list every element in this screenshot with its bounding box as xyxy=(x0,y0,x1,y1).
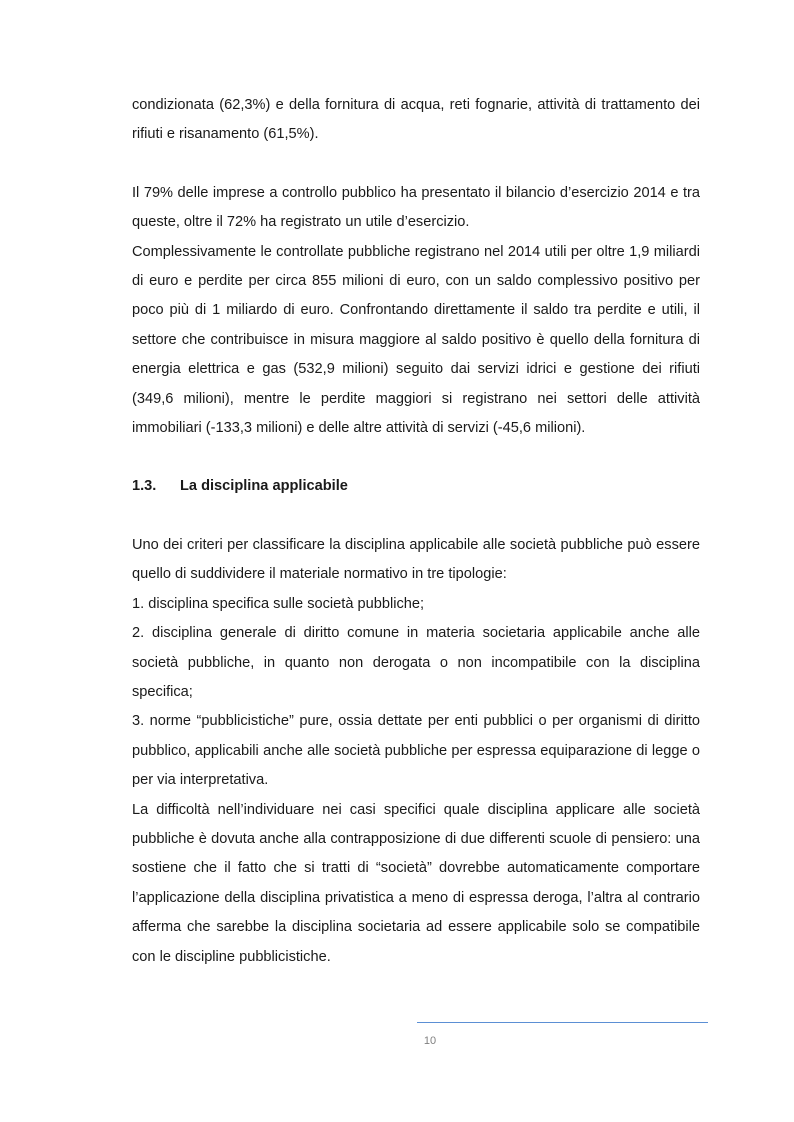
body-text xyxy=(132,91,700,972)
list-item-2: 2. disciplina generale di diritto comune in materia societaria applicabile anche alle società pubbliche, in quanto non derogata o non incompatibile con la disciplina specifica; xyxy=(132,625,700,700)
section-number: 1.3. xyxy=(132,478,157,495)
footer-divider xyxy=(417,1022,708,1023)
section-title: La disciplina applicabile xyxy=(180,478,348,495)
paragraph-utili-perdite: Complessivamente le controllate pubbliche registrano nel 2014 utili per oltre 1,9 miliardi di euro e perdite per circa 855 milioni di euro, con un saldo complessivo positivo per poco più di 1 miliardo di euro. Confrontando direttamente il saldo tra perdite e utili, il settore che contribuisce in misura maggiore al saldo positivo è quello della fornitura di energia elettrica e gas (532,9 milioni) seguito dai servizi idrici e gestione dei rifiuti (349,6 milioni), mentre le perdite maggiori si registrano nei settori delle attività immobiliari (-133,3 milioni) e delle altre attività di servizi (-45,6 milioni). xyxy=(132,243,700,437)
paragraph-spacer xyxy=(132,150,700,179)
intro-paragraph: Uno dei criteri per classificare la disciplina applicabile alle società pubbliche può essere quello di suddividere il materiale normativo in tre tipologie: xyxy=(132,536,700,583)
continuation-paragraph: condizionata (62,3%) e della fornitura di acqua, reti fognarie, attività di trattamento dei rifiuti e risanamento (61,5%). xyxy=(132,97,700,143)
page-number: 10 xyxy=(423,1035,437,1047)
paragraph-spacer xyxy=(132,443,700,472)
section-heading xyxy=(132,472,700,501)
list-item-3: 3. norme “pubblicistiche” pure, ossia dettate per enti pubblici o per organismi di diritto pubblico, applicabili anche alle società pubbliche per espressa equiparazione di legge o per via interpretativa. xyxy=(132,713,700,789)
list-item-1: 1. disciplina specifica sulle società pubbliche; xyxy=(132,595,425,612)
paragraph-imprese-bilancio: Il 79% delle imprese a controllo pubblico ha presentato il bilancio d’esercizio 2014 e tra queste, oltre il 72% ha registrato un utile d’esercizio. xyxy=(132,184,700,231)
closing-paragraph: La difficoltà nell’individuare nei casi specifici quale disciplina applicare alle società pubbliche è dovuta anche alla contrapposizione di due differenti scuole di pensiero: una sostiene che il fatto che si tratti di “società” dovrebbe automaticamente comportare l’applicazione della disciplina privatistica a meno di espressa deroga, l’altra al contrario afferma che sarebbe la disciplina societaria ad essere applicabile solo se compatibile con le discipline pubblicistiche. xyxy=(132,801,700,965)
paragraph-spacer xyxy=(132,502,700,531)
